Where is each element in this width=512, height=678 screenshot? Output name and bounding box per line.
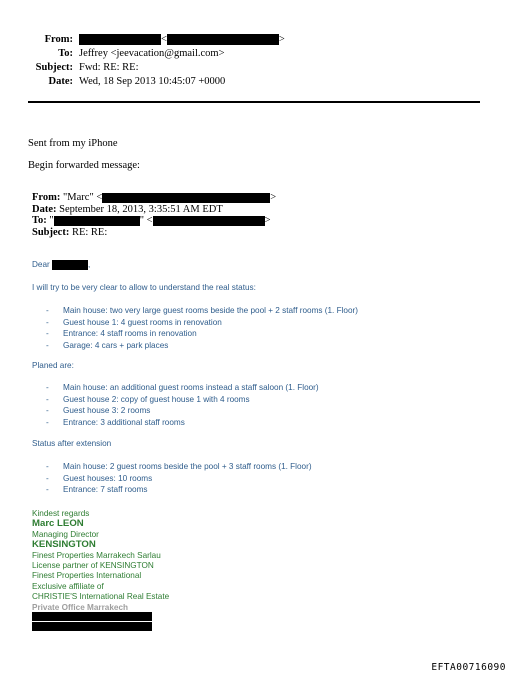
list-item-text: Entrance: 4 staff rooms in renovation xyxy=(63,329,197,339)
bullet-dash: - xyxy=(46,417,49,427)
signature-line: CHRISTIE'S International Real Estate xyxy=(32,592,170,602)
status-heading: Status after extension xyxy=(32,439,112,448)
fwd-date-value: September 18, 2013, 3:35:51 AM EDT xyxy=(59,203,223,215)
list-item-text: Main house: two very large guest rooms beside the pool + 2 staff rooms (1. Floor) xyxy=(63,306,358,315)
signature-company: KENSINGTON xyxy=(32,539,96,551)
fwd-from-row: From: "Marc" < > xyxy=(32,192,277,203)
fwd-to-value: " xyxy=(49,215,54,227)
signature-title: Managing Director xyxy=(32,529,99,539)
signature-line: License partner of KENSINGTON xyxy=(32,561,154,571)
header-from-row xyxy=(0,34,73,46)
list-item-text: Guest house 1: 4 guest rooms in renovation xyxy=(63,317,222,327)
bullet-dash: - xyxy=(46,340,49,350)
signature-line: Finest Properties International xyxy=(32,571,142,581)
header-from-label: From: xyxy=(44,34,73,45)
bullet-dash: - xyxy=(46,317,49,327)
greeting-text: Dear xyxy=(32,260,50,270)
bullet-dash: - xyxy=(46,306,49,315)
header-subject-row xyxy=(0,62,73,74)
header-subject-label: Subject: xyxy=(35,62,73,73)
fwd-date-row xyxy=(32,204,276,216)
redaction-block xyxy=(102,193,270,203)
redaction-block xyxy=(52,260,88,270)
header-date-row xyxy=(0,76,73,88)
header-date-label: Date: xyxy=(48,76,73,87)
sent-from-line: Sent from my iPhone xyxy=(28,138,118,149)
signature-regards: Kindest regards xyxy=(32,509,90,518)
bullet-dash: - xyxy=(46,473,49,483)
greeting: Dear , xyxy=(32,260,91,270)
header-to-value: Jeffrey <jeevacation@gmail.com> xyxy=(79,48,225,59)
signature-line: Exclusive affiliate of xyxy=(32,581,104,591)
list-item-text: Guest house 3: 2 rooms xyxy=(63,406,151,416)
bullet-dash: - xyxy=(46,406,49,416)
header-from-value: < > xyxy=(79,34,285,45)
planned-heading: Planed are: xyxy=(32,361,74,370)
redaction-block xyxy=(153,216,265,226)
list-item-text: Entrance: 7 staff rooms xyxy=(63,485,148,495)
intro-text: I will try to be very clear to allow to understand the real status: xyxy=(32,283,256,292)
bullet-dash: - xyxy=(46,394,49,404)
bullet-dash: - xyxy=(46,462,49,471)
signature-office: Private Office Marrakech xyxy=(32,602,129,612)
fwd-date-label: Date: xyxy=(32,203,57,215)
signature-name: Marc LEON xyxy=(32,518,84,530)
redaction-block xyxy=(167,34,279,45)
fwd-from-label: From: xyxy=(32,192,61,203)
begin-forwarded-line: Begin forwarded message: xyxy=(28,160,140,171)
list-item-text: Guest house 2: copy of guest house 1 with 4 rooms xyxy=(63,394,250,404)
forwarded-header xyxy=(32,192,276,238)
signature-block xyxy=(32,509,169,613)
redaction-block xyxy=(32,612,152,621)
bullet-dash: - xyxy=(46,485,49,495)
fwd-to-label: To: xyxy=(32,215,47,227)
bullet-dash: - xyxy=(46,383,49,392)
list-item-text: Garage: 4 cars + park places xyxy=(63,340,169,350)
redaction-block xyxy=(79,34,161,45)
document-id: EFTA00716090 xyxy=(431,662,506,673)
list-item-text: Entrance: 3 additional staff rooms xyxy=(63,417,185,427)
header-date-value: Wed, 18 Sep 2013 10:45:07 +0000 xyxy=(79,76,226,87)
redaction-block xyxy=(54,216,140,226)
list-item-text: Guest houses: 10 rooms xyxy=(63,473,153,483)
fwd-from-value: "Marc" < xyxy=(63,192,103,203)
header-to-label: To: xyxy=(58,48,73,59)
fwd-to-row: To: " " < > xyxy=(32,215,271,227)
header-to-row xyxy=(0,48,73,60)
fwd-subject-label: Subject: xyxy=(32,226,70,238)
bullet-dash: - xyxy=(46,329,49,339)
fwd-subject-row xyxy=(32,227,276,239)
redaction-block xyxy=(32,622,152,631)
signature-line: Finest Properties Marrakech Sarlau xyxy=(32,550,161,560)
list-item-text: Main house: an additional guest rooms instead a staff saloon (1. Floor) xyxy=(63,383,319,392)
list-item-text: Main house: 2 guest rooms beside the pool + 3 staff rooms (1. Floor) xyxy=(63,462,312,471)
fwd-subject-value: RE: RE: xyxy=(71,226,108,238)
header-divider xyxy=(28,101,480,103)
header-subject-value: Fwd: RE: RE: xyxy=(79,62,139,73)
